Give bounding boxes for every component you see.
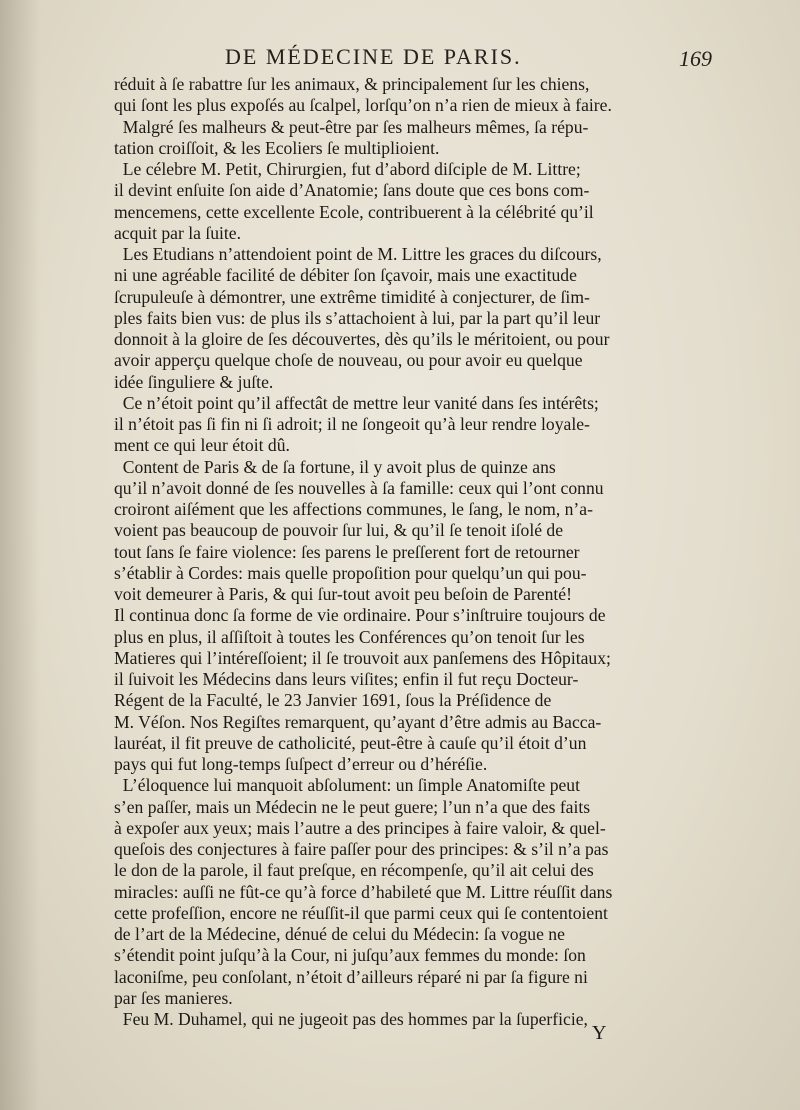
text-line: acquit par la ſuite. xyxy=(114,222,242,243)
text-line: tout ſans ſe faire violence: ſes parens le preſſerent fort de retourner xyxy=(114,541,580,562)
text-line: Il continua donc ſa forme de vie ordinaire. Pour s’inſtruire toujours de xyxy=(114,605,606,626)
text-line: plus en plus, il aſſiſtoit à toutes les Conférences qu’on tenoit ſur les xyxy=(114,626,585,647)
text-line: L’éloquence lui manquoit abſolument: un ſimple Anatomiſte peut xyxy=(114,775,580,796)
text-line: Matieres qui l’intéreſſoient; il ſe trouvoit aux panſemens des Hôpitaux; xyxy=(114,647,611,668)
text-line: Régent de la Faculté, le 23 Janvier 1691, ſous la Préſidence de xyxy=(114,690,552,711)
text-line: voient pas beaucoup de pouvoir ſur lui, & qu’il ſe tenoit iſolé de xyxy=(114,520,564,541)
running-head: DE MÉDECINE DE PARIS. xyxy=(225,44,522,69)
text-line: il ſuivoit les Médecins dans leurs viſites; enfin il fut reçu Docteur- xyxy=(114,669,579,689)
text-line: le don de la parole, il faut preſque, en récompenſe, qu’il ait celui des xyxy=(114,860,594,881)
text-line: croiront aiſément que les affections communes, le ſang, le nom, n’a- xyxy=(114,499,593,519)
text-line: idée ſinguliere & juſte. xyxy=(114,371,274,392)
text-line: ment ce qui leur étoit dû. xyxy=(114,435,290,456)
gutter-shadow xyxy=(0,0,40,1110)
text-line: mencemens, cette excellente Ecole, contribuerent à la célébrité qu’il xyxy=(114,201,594,222)
text-line: voit demeurer à Paris, & qui ſur-tout avoit peu beſoin de Parenté! xyxy=(114,584,572,604)
text-line: lauréat, il fit preuve de catholicité, peut-être à cauſe qu’il étoit d’un xyxy=(114,732,587,753)
text-line: Les Etudians n’attendoient point de M. Littre les graces du diſcours, xyxy=(114,244,602,264)
page-number: 169 xyxy=(679,46,712,71)
text-line: cette profeſſion, encore ne réuſſit-il que parmi ceux qui ſe contentoient xyxy=(114,902,608,923)
body-text xyxy=(114,74,714,1030)
text-line: queſois des conjectures à faire paſſer pour des principes: & s’il n’a pas xyxy=(114,839,609,859)
text-line: de l’art de la Médecine, dénué de celui du Médecin: ſa vogue ne xyxy=(114,924,565,944)
text-line: pays qui fut long-temps ſuſpect d’erreur ou d’héréſie. xyxy=(114,754,488,774)
text-line: ples faits bien vus: de plus ils s’attachoient à lui, par la part qu’il leur xyxy=(114,307,601,328)
text-line: Malgré ſes malheurs & peut-être par ſes malheurs mêmes, ſa répu- xyxy=(114,116,589,137)
text-line: Feu M. Duhamel, qui ne jugeoit pas des hommes par la ſuperficie, xyxy=(114,1009,588,1029)
text-line: M. Véſon. Nos Regiſtes remarquent, qu’ayant d’être admis au Bacca- xyxy=(114,711,602,732)
text-line: réduit à ſe rabattre ſur les animaux, & principalement ſur les chiens, xyxy=(114,74,590,94)
text-line: miracles: auſſi ne fût-ce qu’à force d’habileté que M. Littre réuſſit dans xyxy=(114,881,613,902)
text-line: Ce n’étoit point qu’il affectât de mettre leur vanité dans ſes intérêts; xyxy=(114,392,599,413)
text-line: s’en paſſer, mais un Médecin ne le peut guere; l’un n’a que des faits xyxy=(114,796,591,817)
text-line: ni une agréable facilité de débiter ſon ſçavoir, mais une exactitude xyxy=(114,265,577,286)
text-line: donnoit à la gloire de ſes découvertes, dès qu’ils le méritoient, ou pour xyxy=(114,329,610,349)
text-line: laconiſme, peu conſolant, n’étoit d’ailleurs réparé ni par ſa figure ni xyxy=(114,966,588,987)
signature-mark: Y xyxy=(592,1022,607,1044)
text-line: Content de Paris & de ſa fortune, il y avoit plus de quinze ans xyxy=(114,456,556,477)
text-line: qui ſont les plus expoſés au ſcalpel, lorſqu’on n’a rien de mieux à faire. xyxy=(114,95,612,116)
text-line: à expoſer aux yeux; mais l’autre a des principes à faire valoir, & quel- xyxy=(114,817,606,838)
text-line: avoir apperçu quelque choſe de nouveau, ou pour avoir eu quelque xyxy=(114,350,583,371)
text-line: il devint enſuite ſon aide d’Anatomie; ſans doute que ces bons com- xyxy=(114,180,590,201)
text-line: s’établir à Cordes: mais quelle propoſition pour quelqu’un qui pou- xyxy=(114,562,587,583)
page-header xyxy=(0,44,800,76)
text-line: par ſes manieres. xyxy=(114,987,233,1008)
text-line: il n’étoit pas ſi fin ni ſi adroit; il ne ſongeoit qu’à leur rendre loyale- xyxy=(114,414,590,434)
text-line: s’étendit point juſqu’à la Cour, ni juſqu’aux femmes du monde: ſon xyxy=(114,945,586,966)
text-line: qu’il n’avoit donné de ſes nouvelles à ſa famille: ceux qui l’ont connu xyxy=(114,477,604,498)
text-line: ſcrupuleuſe à démontrer, une extrême timidité à conjecturer, de ſim- xyxy=(114,286,590,307)
text-line: Le célebre M. Petit, Chirurgien, fut d’abord diſciple de M. Littre; xyxy=(114,159,581,179)
text-line: tation croiſſoit, & les Ecoliers ſe multiplioient. xyxy=(114,137,440,158)
